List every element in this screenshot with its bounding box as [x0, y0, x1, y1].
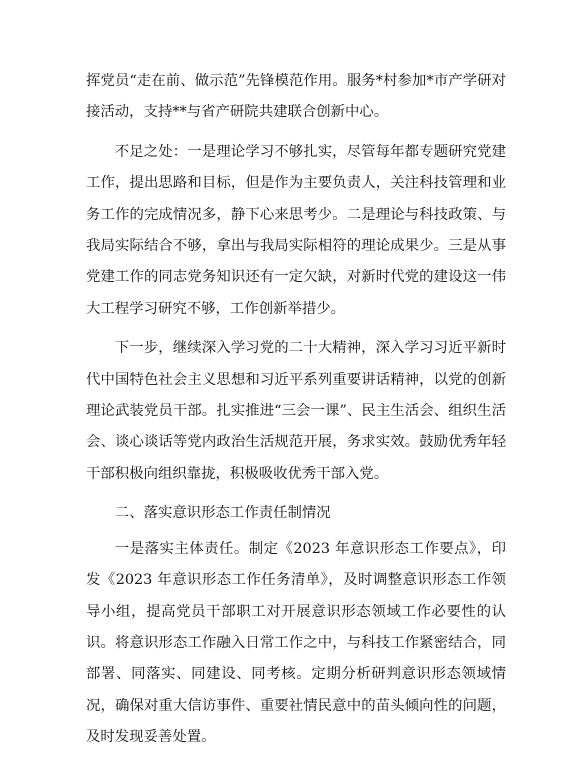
- document-body: [86, 66, 506, 762]
- paragraph-next-steps: 下一步，继续深入学习党的二十大精神，深入学习习近平新时代中国特色社会主义思想和习近平系列重要讲话精神，以党的创新理论武装党员干部。扎实推进“三会一课”、民主生活会、组织生活会、谈心谈话等党内政治生活规范开展，务求实效。鼓励优秀年轻干部积极向组织靠拢，积极吸收优秀干部入党。: [86, 340, 506, 482]
- paragraph-ideology-responsibility: 一是落实主体责任。制定《2023 年意识形态工作要点》，印发《2023 年意识形态工作任务清单》，及时调整意识形态工作领导小组，提高党员干部职工对开展意识形态领域工作必要性的认识。将意识形态工作融入日常工作之中，与科技工作紧密结合，同部署、同落实、同建设、同考核。定期分析研判意识形态领域情况，确保对重大信访事件、重要社情民意中的苗头倾向性的问题，及时发现妥善处置。: [86, 540, 506, 746]
- section-heading: 二、落实意识形态工作责任制情况: [114, 505, 331, 522]
- paragraph-continuation: 挥党员“走在前、做示范”先锋模范作用。服务*村参加*市产学研对接活动，支持**与省产研院共建联合创新中心。: [86, 73, 506, 121]
- paragraph-shortcomings: 不足之处：一是理论学习不够扎实，尽管每年都专题研究党建工作，提出思路和目标，但是作为主要负责人，关注科技管理和业务工作的完成情况多，静下心来思考少。二是理论与科技政策、与我局实际结合不够，拿出与我局实际相符的理论成果少。三是从事党建工作的同志党务知识还有一定欠缺，对新时代党的建设这一伟大工程学习研究不够，工作创新举措少。: [86, 143, 506, 317]
